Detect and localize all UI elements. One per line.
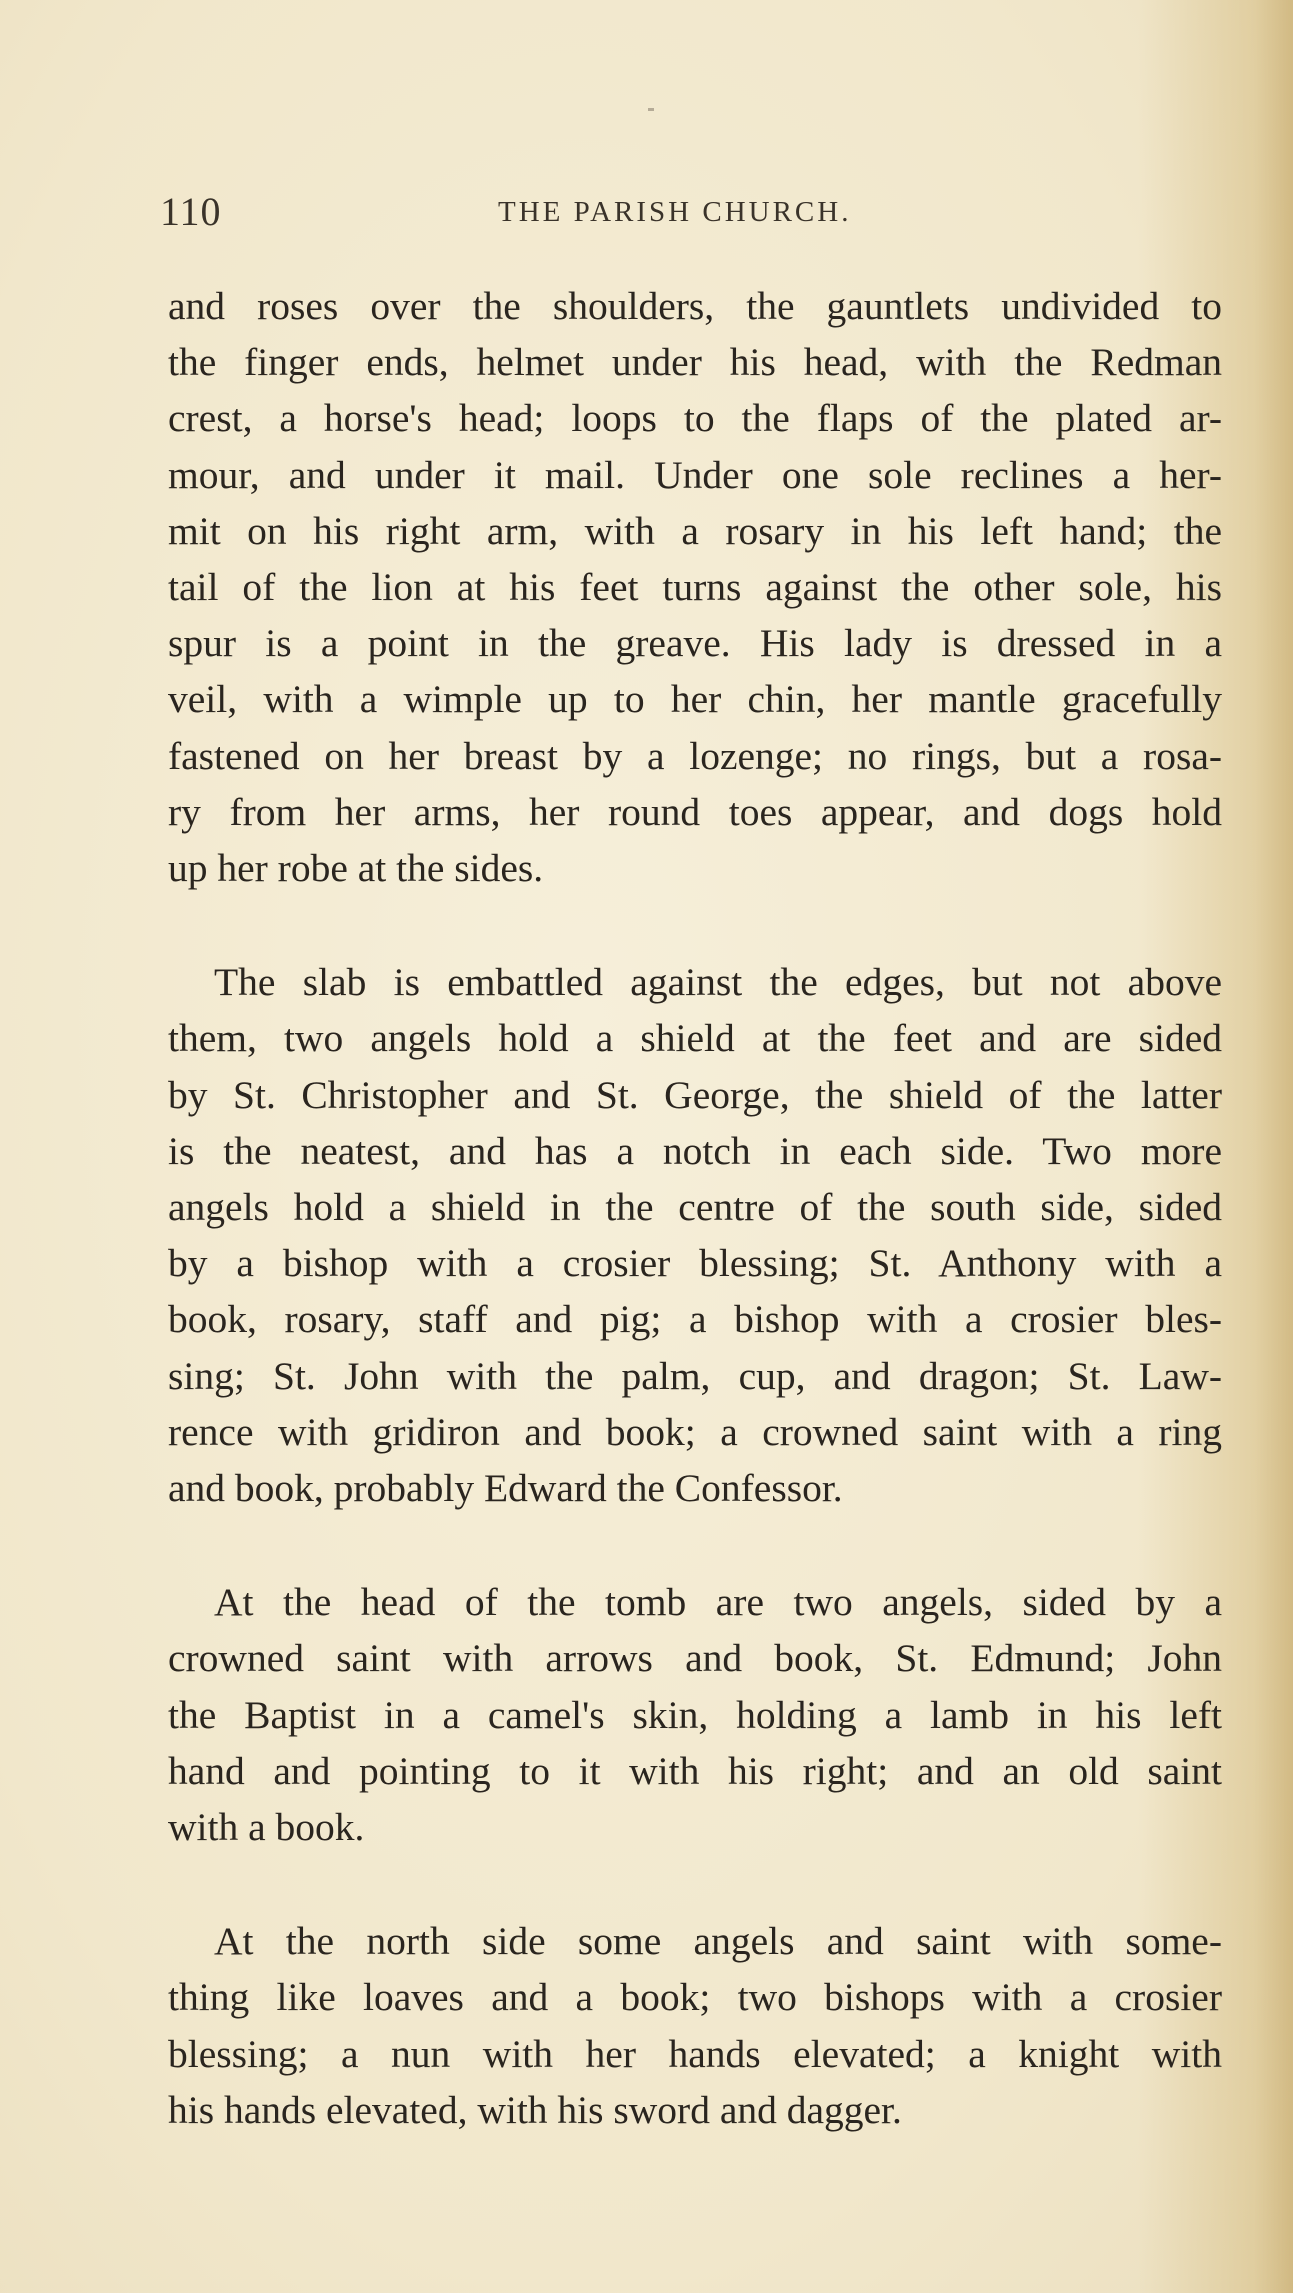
running-title: THE PARISH CHURCH. bbox=[498, 196, 852, 228]
paragraph-1 bbox=[168, 278, 1222, 896]
text-line: sing; St. John with the palm, cup, and dragon; St. Law- bbox=[168, 1353, 1222, 1398]
page-header bbox=[160, 188, 1220, 248]
text-line: them, two angels hold a shield at the feet and are sided bbox=[168, 1016, 1222, 1061]
paragraph-4 bbox=[168, 1913, 1222, 2138]
paragraph-2 bbox=[168, 954, 1222, 1516]
text-line: by a bishop with a crosier blessing; St. Anthony with a bbox=[168, 1241, 1222, 1286]
text-line: with a book. bbox=[168, 1805, 365, 1850]
text-line: by St. Christopher and St. George, the shield of the latter bbox=[168, 1072, 1222, 1117]
text-line: fastened on her breast by a lozenge; no rings, but a rosa- bbox=[168, 733, 1222, 778]
text-line: his hands elevated, with his sword and dagger. bbox=[168, 2087, 902, 2132]
text-line: ry from her arms, her round toes appear, and dogs hold bbox=[168, 789, 1222, 834]
text-line: The slab is embattled against the edges, but not above bbox=[214, 960, 1222, 1005]
text-line: thing like loaves and a book; two bishops with a crosier bbox=[168, 1975, 1222, 2020]
page-number: 110 bbox=[160, 189, 222, 234]
text-line: At the north side some angels and saint with some- bbox=[214, 1919, 1222, 1964]
text-line: is the neatest, and has a notch in each side. Two more bbox=[168, 1128, 1222, 1173]
text-line: spur is a point in the greave. His lady is dressed in a bbox=[168, 621, 1222, 666]
text-line: hand and pointing to it with his right; and an old saint bbox=[168, 1748, 1222, 1793]
text-line: the finger ends, helmet under his head, with the Redman bbox=[168, 340, 1222, 385]
text-line: mit on his right arm, with a rosary in his left hand; the bbox=[168, 508, 1222, 553]
text-line: the Baptist in a camel's skin, holding a lamb in his left bbox=[168, 1692, 1222, 1737]
text-line: and roses over the shoulders, the gauntlets undivided to bbox=[168, 284, 1222, 328]
print-speck bbox=[648, 108, 654, 111]
text-line: tail of the lion at his feet turns against the other sole, his bbox=[168, 565, 1222, 610]
text-line: blessing; a nun with her hands elevated; a knight with bbox=[168, 2031, 1222, 2076]
text-line: book, rosary, staff and pig; a bishop with a crosier bles- bbox=[168, 1297, 1222, 1342]
text-line: veil, with a wimple up to her chin, her mantle gracefully bbox=[168, 677, 1222, 722]
text-line: mour, and under it mail. Under one sole reclines a her- bbox=[168, 452, 1222, 497]
text-line: and book, probably Edward the Confessor. bbox=[168, 1466, 843, 1511]
text-line: crowned saint with arrows and book, St. Edmund; John bbox=[168, 1636, 1222, 1681]
paragraph-3 bbox=[168, 1574, 1222, 1855]
text-line: crest, a horse's head; loops to the flaps of the plated ar- bbox=[168, 396, 1222, 441]
text-line: rence with gridiron and book; a crowned saint with a ring bbox=[168, 1409, 1222, 1454]
body-text bbox=[168, 278, 1222, 2196]
text-line: At the head of the tomb are two angels, sided by a bbox=[214, 1580, 1222, 1625]
text-line: angels hold a shield in the centre of the south side, sided bbox=[168, 1185, 1222, 1230]
text-line: up her robe at the sides. bbox=[168, 846, 544, 891]
